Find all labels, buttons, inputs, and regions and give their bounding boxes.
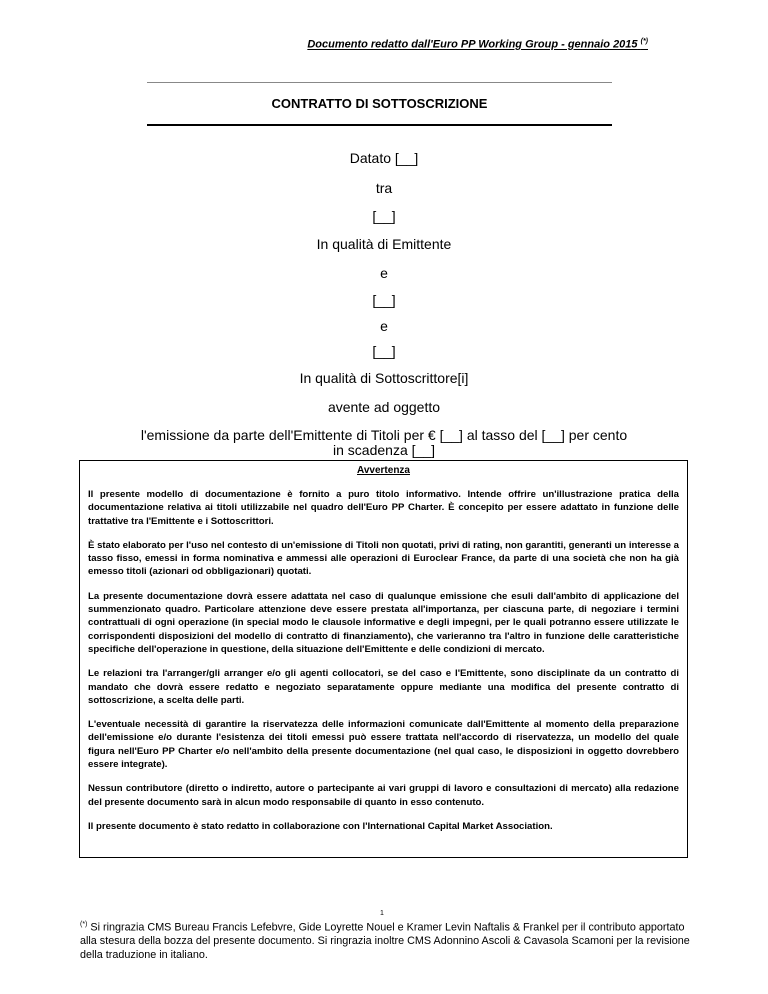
top-divider <box>147 82 612 83</box>
between-line: tra <box>375 180 393 196</box>
notice-paragraph: Il presente modello di documentazione è fornito a puro titolo informativo. Intende offrire un'illustrazione pratica della documentazione relativa ai titoli utilizzabile nel quadro dell'Euro PP Charter. È concepito per essere adattato in funzione delle trattative tra l'Emittente e i Sottoscrittori. <box>88 489 679 527</box>
notice-box <box>79 460 688 858</box>
dated-line: Datato [__] <box>349 150 419 166</box>
title-divider <box>147 124 612 126</box>
notice-paragraph: L'eventuale necessità di garantire la riservatezza delle informazioni comunicate dall'Emittente al momento della preparazione dell'emissione e/o durante l'esistenza dei titoli emessi può essere trattata nell'accordo di riservatezza, un modello del quale figura nell'Euro PP Charter e/o nell'ambito della presente documentazione (nel qual caso, le disposizioni in oggetto dovrebbero essere integrate). <box>88 719 679 771</box>
footnote <box>80 918 690 962</box>
notice-paragraph: Nessun contributore (diretto o indiretto, autore o partecipante ai vari gruppi di lavoro e consultazioni di mercato) alla redazione del presente documento sarà in alcun modo responsabile di quanto in esso contenuto. <box>88 783 679 808</box>
notice-paragraph: Le relazioni tra l'arranger/gli arranger e/o gli agenti collocatori, se del caso e l'Emittente, sono disciplinate da un contratto di mandato che dovrà essere redatto e negoziato separatamente oppure mediante una modifica del presente contratto di sottoscrizione, a scelta delle parti. <box>88 668 679 706</box>
issuance-line-2: in scadenza [__] <box>333 442 435 458</box>
document-header <box>307 38 648 51</box>
footnote-text: Si ringrazia CMS Bureau Francis Lefebvre, Gide Loyrette Nouel e Kramer Levin Naftalis & Frankel per il contributo apportato alla stesura della bozza del presente documento. Si ringrazia inoltre CMS Adonnino Ascoli & Cavasola Scamoni per la revisione della traduzione in italiano. <box>80 921 690 961</box>
subscriber-role: In qualità di Sottoscrittore[i] <box>299 370 469 386</box>
object-line: avente ad oggetto <box>327 399 441 415</box>
party-1-placeholder: [__] <box>372 208 396 224</box>
notice-paragraph: La presente documentazione dovrà essere adattata nel caso di qualunque emissione che esuli dall'ambito di applicazione del summenzionato quadro. Particolare attenzione deve essere prestata all'importanza, per ciascuna parte, di negoziare i termini contrattuali di ogni operazione (in special modo le clausole informative e degli impegni, per le quali potranno essere utilizzate le corrispondenti disposizioni del modello di contratto di finanziamento), che varieranno tra l'altro in funzione delle caratteristiche specifiche dell'operazione in questione, della situazione dell'Emittente e delle condizioni di mercato. <box>88 590 679 655</box>
header-footnote-mark: (*) <box>640 38 648 45</box>
and-line-1: e <box>380 265 388 281</box>
notice-title: Avvertenza <box>357 465 410 476</box>
notice-paragraph: È stato elaborato per l'uso nel contesto di un'emissione di Titoli non quotati, privi di rating, non garantiti, generanti un interesse a tasso fisso, emessi in forma nominativa e ammessi alle operazioni di Euroclear France, da parte di una società che non ha già emesso titoli (azionari od obbligazionari) quotati. <box>88 539 679 578</box>
footnote-mark: (*) <box>80 921 88 928</box>
party-3-placeholder: [__] <box>372 343 396 359</box>
notice-paragraph: Il presente documento è stato redatto in collaborazione con l'International Capital Market Association. <box>88 820 553 832</box>
party-2-placeholder: [__] <box>372 292 396 308</box>
issuance-line-1: l'emissione da parte dell'Emittente di Titoli per € [__] al tasso del [__] per cento <box>140 427 628 443</box>
issuer-role: In qualità di Emittente <box>316 236 452 252</box>
and-line-2: e <box>380 318 388 334</box>
header-text: Documento redatto dall'Euro PP Working Group - gennaio 2015 <box>307 38 638 51</box>
page-number: 1 <box>380 910 384 917</box>
document-title: CONTRATTO DI SOTTOSCRIZIONE <box>271 96 488 111</box>
